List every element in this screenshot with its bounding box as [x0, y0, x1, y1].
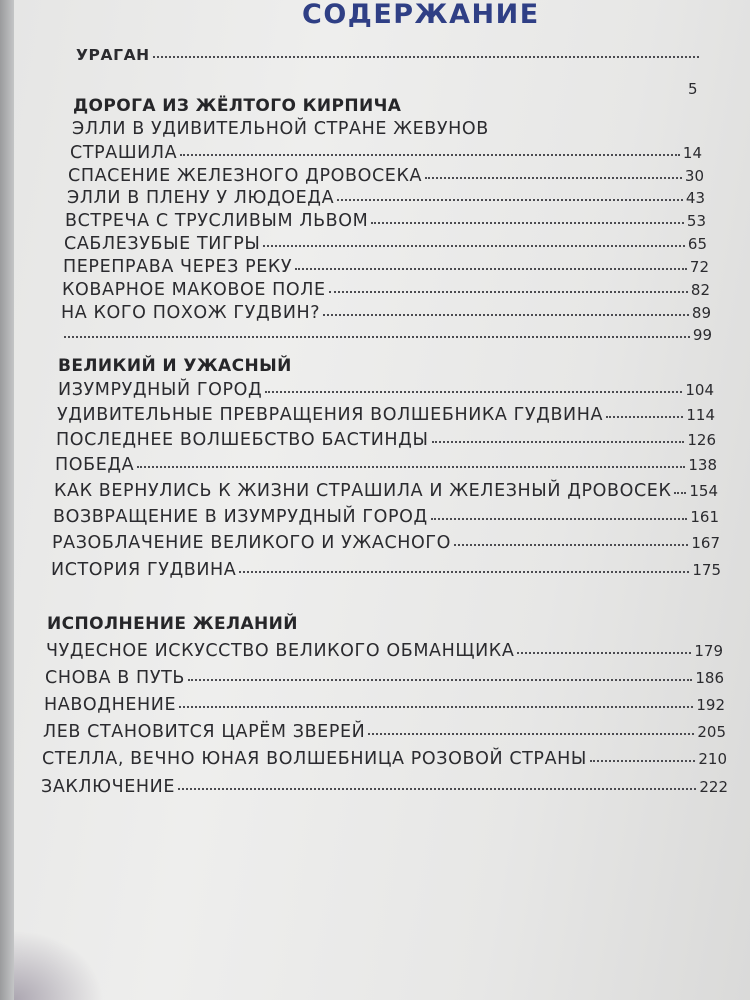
leader-dots [153, 55, 699, 58]
toc-entry[interactable] [58, 380, 714, 404]
toc-entry[interactable] [70, 143, 702, 167]
toc-entry-page: 65 [687, 235, 707, 253]
leader-dots [606, 415, 683, 418]
page-title: СОДЕРЖАНИЕ [302, 0, 540, 30]
toc-entry-page: 222 [699, 778, 728, 796]
toc-entry-label: ИСТОРИЯ ГУДВИНА [51, 560, 237, 580]
leader-dots [179, 705, 693, 708]
toc-entry-label: САБЛЕЗУБЫЕ ТИГРЫ [64, 234, 261, 254]
toc-entry-uragan[interactable] [76, 46, 702, 70]
toc-entry-page: 82 [690, 281, 710, 299]
toc-entry-page: 30 [684, 167, 704, 185]
toc-entry-label: ЛЕВ СТАНОВИТСЯ ЦАРЁМ ЗВЕРЕЙ [43, 722, 366, 742]
toc-entry-page: 89 [691, 304, 711, 322]
leader-dots [517, 651, 691, 654]
toc-entry-label: СНОВА В ПУТЬ [45, 668, 185, 688]
toc-entry[interactable] [55, 455, 717, 479]
toc-entry[interactable] [68, 166, 704, 190]
toc-entry-label: ВОЗВРАЩЕНИЕ В ИЗУМРУДНЫЙ ГОРОД [53, 507, 428, 527]
book-spine-edge [0, 0, 14, 1000]
toc-entry-page: 167 [691, 534, 720, 552]
toc-entry[interactable] [54, 481, 718, 505]
toc-entry-label: СПАСЕНИЕ ЖЕЛЕЗНОГО ДРОВОСЕКА [68, 166, 423, 186]
toc-entry-label: ИЗУМРУДНЫЙ ГОРОД [58, 380, 263, 400]
toc-entry-page: 175 [692, 561, 721, 579]
leader-dots [431, 517, 688, 520]
toc-entry-page: 154 [689, 482, 718, 500]
toc-entry-label: НАВОДНЕНИЕ [44, 695, 177, 715]
toc-entry[interactable] [41, 777, 728, 801]
toc-entry-label: ВСТРЕЧА С ТРУСЛИВЫМ ЛЬВОМ [65, 211, 369, 231]
toc-entry-page: 179 [694, 642, 723, 660]
toc-entry-page: 99 [692, 326, 712, 344]
toc-entry[interactable] [57, 405, 715, 429]
leader-dots [239, 570, 689, 573]
toc-entry-label: ЗАКЛЮЧЕНИЕ [41, 777, 176, 797]
leader-dots [64, 335, 690, 338]
section-heading: ДОРОГА ИЗ ЖЁЛТОГО КИРПИЧА [73, 96, 402, 116]
toc-entry[interactable] [53, 507, 719, 531]
toc-entry[interactable] [72, 119, 489, 143]
toc-entry-page: 138 [688, 456, 717, 474]
toc-entry-label: НА КОГО ПОХОЖ ГУДВИН? [61, 303, 321, 323]
toc-entry[interactable] [63, 257, 709, 281]
toc-entry-page: 205 [697, 723, 726, 741]
leader-dots [295, 267, 687, 270]
toc-entry-page: 192 [696, 696, 725, 714]
toc-entry[interactable] [67, 188, 705, 212]
leader-dots [674, 491, 686, 494]
leader-dots [337, 198, 683, 201]
toc-entry[interactable] [46, 641, 723, 665]
toc-entry-page: 5 [688, 80, 698, 98]
toc-entry-label: СТЕЛЛА, ВЕЧНО ЮНАЯ ВОЛШЕБНИЦА РОЗОВОЙ СТРАНЫ [42, 749, 587, 769]
toc-entry-label: РАЗОБЛАЧЕНИЕ ВЕЛИКОГО И УЖАСНОГО [52, 533, 452, 553]
toc-entry[interactable] [45, 668, 724, 692]
leader-dots [329, 290, 688, 293]
toc-entry[interactable] [42, 749, 727, 773]
toc-entry-label: ЭЛЛИ В ПЛЕНУ У ЛЮДОЕДА [67, 188, 335, 208]
toc-entry-label: ЭЛЛИ В УДИВИТЕЛЬНОЙ СТРАНЕ ЖЕВУНОВ [72, 119, 489, 139]
toc-entry[interactable] [65, 211, 706, 235]
toc-entry[interactable] [62, 280, 710, 304]
toc-entry-page: 72 [689, 258, 709, 276]
leader-dots [137, 465, 685, 468]
toc-entry-label: УДИВИТЕЛЬНЫЕ ПРЕВРАЩЕНИЯ ВОЛШЕБНИКА ГУДВИНА [57, 405, 604, 425]
leader-dots [188, 678, 692, 681]
contents-page [14, 0, 750, 1000]
leader-dots [180, 153, 680, 156]
toc-entry-label: КАК ВЕРНУЛИСЬ К ЖИЗНИ СТРАШИЛА И ЖЕЛЕЗНЫЙ ДРОВОСЕК [54, 481, 672, 501]
leader-dots [178, 787, 696, 790]
section-heading: ИСПОЛНЕНИЕ ЖЕЛАНИЙ [47, 614, 298, 634]
toc-entry-trailing [61, 326, 712, 350]
leader-dots [425, 176, 682, 179]
toc-entry[interactable] [44, 695, 725, 719]
toc-entry-page: 104 [685, 381, 714, 399]
toc-entry-page: 126 [687, 431, 716, 449]
toc-entry[interactable] [56, 430, 716, 454]
toc-entry-page: 53 [686, 212, 706, 230]
toc-entry[interactable] [64, 234, 707, 258]
toc-entry-label: СТРАШИЛА [70, 143, 178, 163]
toc-entry[interactable] [43, 722, 726, 746]
leader-dots [323, 313, 689, 316]
toc-entry-page: 210 [698, 750, 727, 768]
toc-entry-label: ЧУДЕСНОЕ ИСКУССТВО ВЕЛИКОГО ОБМАНЩИКА [46, 641, 515, 661]
section-heading: ВЕЛИКИЙ И УЖАСНЫЙ [58, 356, 292, 376]
corner-shadow [14, 930, 104, 1000]
toc-entry-page: 161 [690, 508, 719, 526]
toc-entry-page: 114 [686, 406, 715, 424]
toc-entry-label: ПОСЛЕДНЕЕ ВОЛШЕБСТВО БАСТИНДЫ [56, 430, 429, 450]
leader-dots [590, 759, 695, 762]
toc-entry-page: 186 [695, 669, 724, 687]
toc-entry[interactable] [61, 303, 711, 327]
leader-dots [263, 244, 684, 247]
toc-entry-page: 43 [685, 189, 705, 207]
leader-dots [432, 440, 685, 443]
toc-entry-label: ПОБЕДА [55, 455, 135, 475]
toc-entry-label: ПЕРЕПРАВА ЧЕРЕЗ РЕКУ [63, 257, 293, 277]
toc-entry[interactable] [52, 533, 720, 557]
leader-dots [454, 543, 688, 546]
leader-dots [371, 221, 684, 224]
toc-entry-label: УРАГАН [76, 46, 150, 64]
leader-dots [368, 732, 694, 735]
toc-entry-label: КОВАРНОЕ МАКОВОЕ ПОЛЕ [62, 280, 326, 300]
leader-dots [265, 390, 682, 393]
toc-entry[interactable] [51, 560, 721, 584]
toc-entry-page: 14 [682, 144, 702, 162]
